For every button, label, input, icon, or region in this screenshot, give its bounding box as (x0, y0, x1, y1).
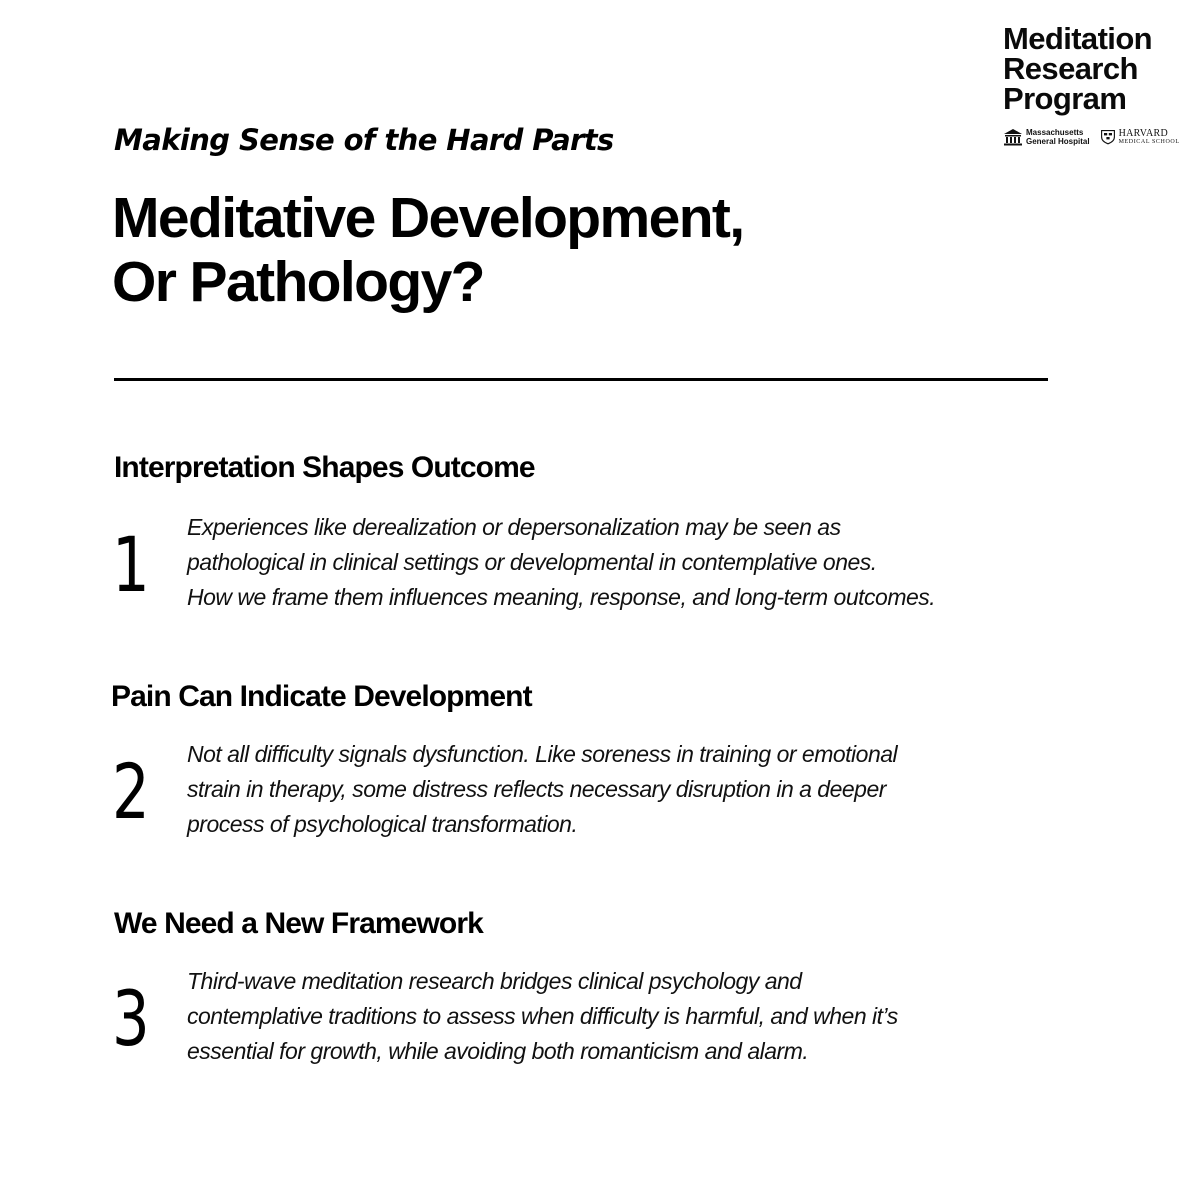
section-1-line-1: Experiences like derealization or depersonalization may be seen as (187, 514, 841, 540)
logo-line-meditation: Meditation (1003, 21, 1152, 56)
section-body-1 (187, 510, 1067, 615)
mgh-line-1: Massachusetts (1026, 128, 1084, 137)
mgh-text (1026, 128, 1090, 146)
section-2-line-1: Not all difficulty signals dysfunction. Like soreness in training or emotional (187, 741, 898, 767)
section-heading-1: Interpretation Shapes Outcome (114, 451, 535, 484)
logo-line-program: Program (1003, 81, 1127, 116)
hms-line-2: MEDICAL SCHOOL (1118, 138, 1180, 145)
section-number-2: 2 (112, 747, 150, 836)
section-number-3: 3 (112, 974, 150, 1063)
section-3-line-3: essential for growth, while avoiding both romanticism and alarm. (187, 1038, 809, 1064)
section-number-1: 1 (112, 520, 150, 609)
section-1-line-2: pathological in clinical settings or developmental in contemplative ones. (187, 549, 877, 575)
section-2-line-3: process of psychological transformation. (187, 811, 578, 837)
shield-crest-icon (1100, 128, 1116, 146)
hms-line-1: HARVARD (1118, 127, 1169, 139)
section-3-line-1: Third-wave meditation research bridges clinical psychology and (187, 968, 802, 994)
section-2-line-2: strain in therapy, some distress reflects necessary disruption in a deeper (187, 776, 886, 802)
hms-logo (1100, 128, 1180, 146)
affiliation-logos (1003, 128, 1183, 146)
kicker-subtitle: Making Sense of the Hard Parts (114, 123, 614, 157)
logo-line-research: Research (1003, 51, 1138, 86)
hms-text (1119, 129, 1180, 146)
section-body-2 (187, 737, 1067, 842)
section-1-line-3: How we frame them influences meaning, response, and long-term outcomes. (187, 584, 936, 610)
section-heading-3: We Need a New Framework (114, 907, 483, 940)
title-divider (114, 378, 1048, 381)
section-heading-2: Pain Can Indicate Development (111, 680, 532, 713)
mgh-line-2: General Hospital (1026, 137, 1090, 146)
page-title (112, 186, 744, 314)
section-3-line-2: contemplative traditions to assess when difficulty is harmful, and when it’s (187, 1003, 898, 1029)
building-columns-icon (1003, 128, 1023, 146)
section-body-3 (187, 964, 1067, 1069)
title-line-1: Meditative Development, (112, 186, 744, 250)
mgh-logo (1003, 128, 1090, 146)
program-logo (1003, 21, 1183, 146)
title-line-2: Or Pathology? (112, 250, 484, 314)
